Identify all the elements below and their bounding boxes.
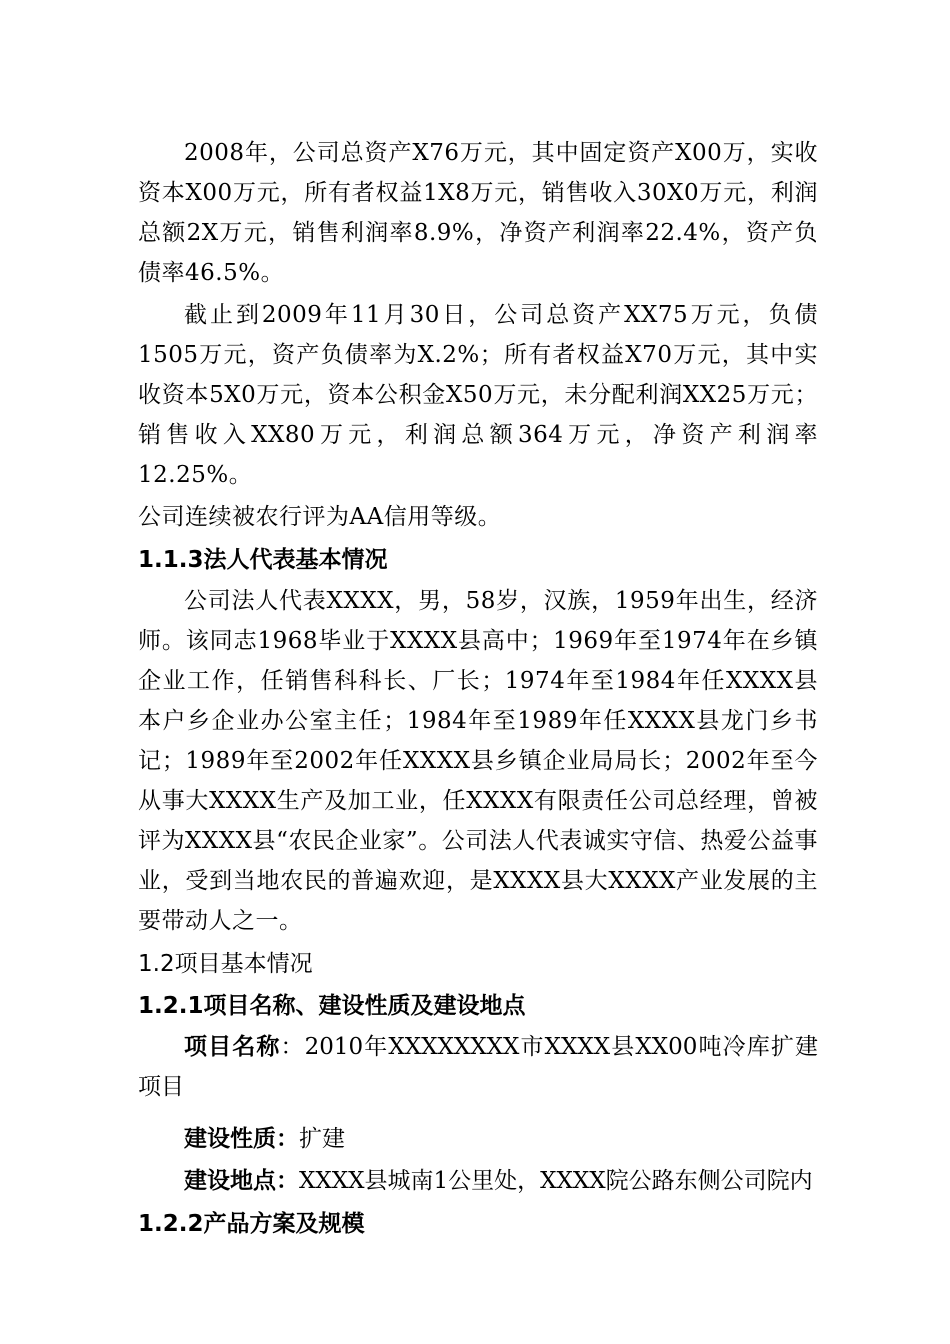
field-project-name-label: 项目名称: [184, 1034, 281, 1060]
field-construction-nature: [138, 1119, 818, 1159]
paragraph-2009-financials: 截止到2009年11月30日，公司总资产XX75万元，负债1505万元，资产负债率为X.2%；所有者权益X70万元，其中实收资本5X0万元，资本公积金X50万元，未分配利润XX25万元；销售收入XX80万元，利润总额364万元，净资产利润率12.25%。: [138, 302, 818, 488]
paragraph-credit-rating: 公司连续被农行评为AA信用等级。: [138, 504, 502, 530]
heading-legal-representative: 1.1.3法人代表基本情况: [138, 547, 388, 573]
heading-project-name-nature-location: 1.2.1项目名称、建设性质及建设地点: [138, 993, 526, 1019]
paragraph-2008-financials: 2008年，公司总资产X76万元，其中固定资产X00万，实收资本X00万元，所有者权益1X8万元，销售收入30X0万元，利润总额2X万元，销售利润率8.9%，净资产利润率22.4%，资产负债率46.5%。: [138, 140, 818, 286]
field-project-name-sep: ：: [280, 1034, 305, 1060]
field-project-name-value: 2010年XXXXXXXX市XXXX县XX00吨冷库扩建项目: [138, 1034, 819, 1100]
field-construction-nature-value: 扩建: [299, 1126, 345, 1152]
field-construction-location: [138, 1161, 818, 1201]
field-project-name: [138, 1027, 818, 1107]
heading-product-plan-scale: 1.2.2产品方案及规模: [138, 1211, 365, 1237]
field-construction-location-label: 建设地点：: [184, 1168, 299, 1194]
field-construction-nature-label: 建设性质：: [184, 1126, 299, 1152]
field-construction-location-value: XXXX县城南1公里处，XXXX院公路东侧公司院内: [299, 1168, 813, 1194]
paragraph-legal-representative: 公司法人代表XXXX，男，58岁，汉族，1959年出生，经济师。该同志1968毕业于XXXX县高中；1969年至1974年在乡镇企业工作，任销售科科长、厂长；1974年至1984年任XXXX县本户乡企业办公室主任；1984年至1989年任XXXX县龙门乡书记；1989年至2002年任XXXX县乡镇企业局局长；2002年至今从事大XXXX生产及加工业，任XXXX有限责任公司总经理，曾被评为XXXX县“农民企业家”。公司法人代表诚实守信、热爱公益事业，受到当地农民的普遍欢迎，是XXXX县大XXXX产业发展的主要带动人之一。: [138, 588, 818, 934]
document-page: [138, 133, 818, 1245]
heading-project-overview: 1.2项目基本情况: [138, 951, 313, 977]
